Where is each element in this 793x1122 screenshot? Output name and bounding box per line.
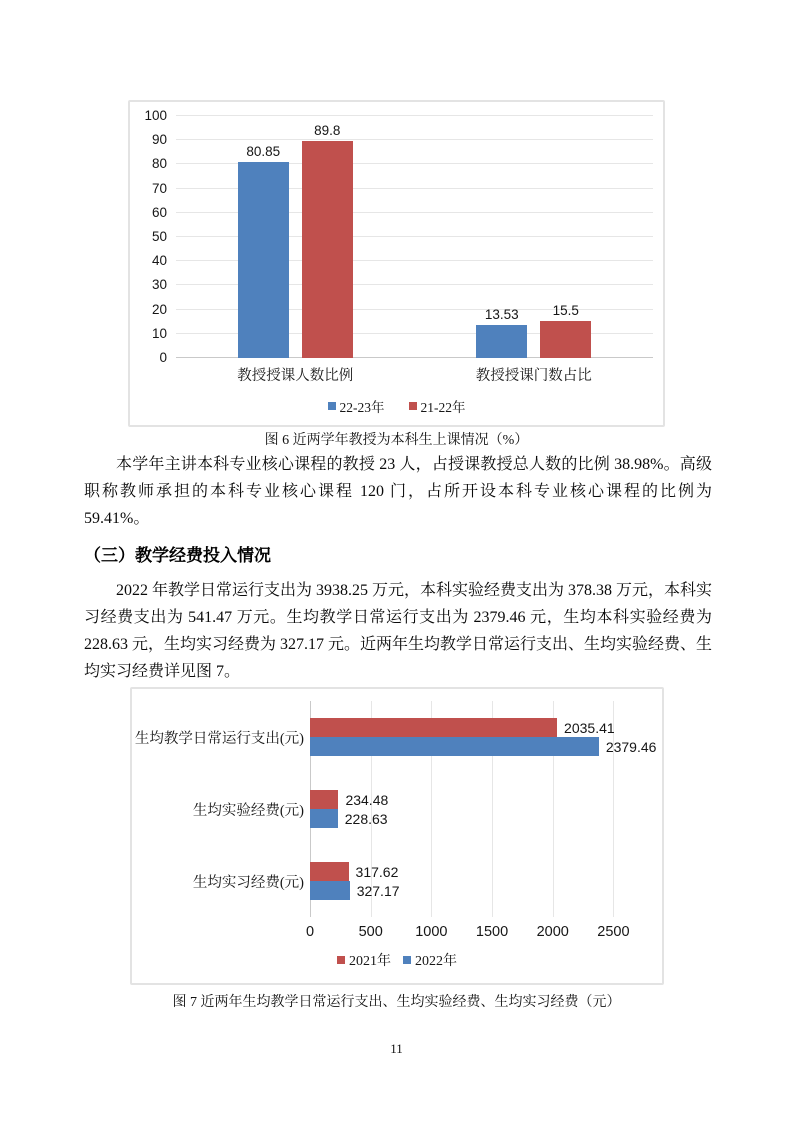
bar-line [310,862,662,881]
y-tick-label: 20 [151,301,167,317]
figure7-value-axis [305,924,662,944]
bar [310,718,557,737]
figure6-plot-area [144,108,653,365]
bar-wrapper [540,116,591,358]
y-tick-label: 70 [151,180,167,196]
legend-label: 22-23年 [339,400,385,415]
bar [310,809,338,828]
legend-marker-icon [337,956,345,964]
legend-marker-icon [409,402,417,410]
category-row [132,862,662,900]
category-label: 教授授课门数占比 [475,368,592,384]
bar [310,790,338,809]
category-label: 教授授课人数比例 [237,368,354,384]
bar-line [310,718,662,737]
figure7-legend [132,950,662,970]
bar-group [176,116,415,358]
y-tick-label: 0 [159,350,167,365]
y-tick-label: 90 [151,132,167,148]
bar-value-label: 80.85 [246,144,281,160]
figure6-category-axis [176,364,653,385]
category-label: 生均教学日常运行支出(元) [134,730,304,747]
bar-group [415,116,654,358]
bar-value-label: 327.17 [356,882,400,899]
legend-label: 2022年 [415,954,457,969]
page-number: 11 [390,1041,403,1056]
y-tick-label: 100 [144,108,167,123]
bar-wrapper [476,116,527,358]
figure6-legend [130,396,663,416]
bar-stack [310,718,662,756]
bar-value-label: 15.5 [552,302,579,318]
bar-wrapper [238,116,289,358]
paragraph-professor-teaching: 本学年主讲本科专业核心课程的教授 23 人，占授课教授总人数的比例 38.98%。高级职称教师承担的本科专业核心课程 120 门，占所开设本科专业核心课程的比例为 59.41%。 [84,456,712,527]
category-label: 生均实验经费(元) [192,802,304,819]
bar-value-label: 2035.41 [564,719,615,736]
bar-value-label: 234.48 [345,791,389,808]
y-tick-label: 80 [151,156,167,172]
legend-label: 2021年 [349,954,391,969]
bar-value-label: 317.62 [355,863,399,880]
bar [476,325,527,358]
x-tick-label: 1000 [415,924,448,940]
bar-value-label: 228.63 [344,810,388,827]
bar-line [310,790,662,809]
bar [310,737,599,756]
y-tick-label: 30 [151,277,167,293]
figure6-caption: 图 6 近两学年教授为本科生上课情况（%） [264,433,529,448]
bar-line [310,809,662,828]
paragraph-teaching-expenditure: 2022 年教学日常运行支出为 3938.25 万元，本科实验经费支出为 378.38 万元，本科实习经费支出为 541.47 万元。生均教学日常运行支出为 2379.46 元，生均本科实验经费为 228.63 元，生均实习经费为 327.17 元。近两年生均教学日常运行支出、生均实验经费、生均实习经费详见图 7。 [84,582,713,680]
y-tick-label: 50 [151,229,167,244]
x-tick-label: 2000 [536,924,569,940]
section-heading: （三）教学经费投入情况 [84,546,271,565]
category-label: 生均实习经费(元) [192,874,304,891]
bar [238,162,289,358]
legend-marker-icon [328,402,336,410]
x-tick-label: 2500 [597,924,630,940]
figure7-plot-area [132,701,662,917]
x-tick-label: 0 [305,924,315,940]
bar-value-label: 13.53 [484,307,519,323]
bar-stack [310,790,662,828]
bar-line [310,737,662,756]
bar-value-label: 2379.46 [605,738,657,755]
bar [540,321,591,359]
legend-item [409,396,466,416]
bar-stack [310,862,662,900]
figure6-chart [128,100,665,427]
bar [310,862,349,881]
legend-item [337,950,391,970]
bar [302,141,353,358]
bar [310,881,350,900]
y-tick-label: 40 [151,253,167,269]
bar-line [310,881,662,900]
legend-marker-icon [403,956,411,964]
bar-value-label: 89.8 [314,122,341,138]
y-tick-label: 60 [151,204,167,220]
category-row [132,718,662,756]
bar-wrapper [302,116,353,358]
x-tick-label: 500 [358,924,383,940]
legend-label: 21-22年 [420,400,466,415]
bar-groups [176,116,653,358]
figure7-chart [130,687,664,985]
legend-item [403,950,457,970]
x-tick-label: 1500 [475,924,509,940]
category-row [132,790,662,828]
y-tick-label: 10 [151,325,167,341]
legend-item [328,396,385,416]
figure7-caption: 图 7 近两年生均教学日常运行支出、生均实验经费、生均实习经费（元） [172,995,621,1010]
